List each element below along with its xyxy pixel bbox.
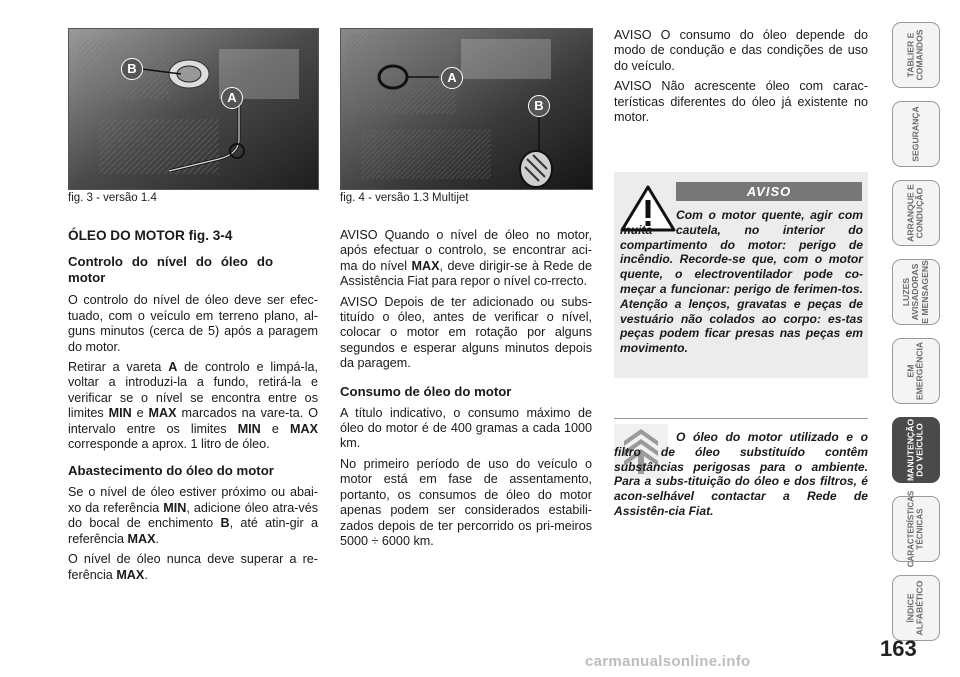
column-1 bbox=[68, 228, 318, 588]
paragraph: A título indicativo, o consumo máximo de óleo do motor é de 400 gramas a cada 1000 km. bbox=[340, 405, 592, 451]
engine-1-3-multijet-illustration bbox=[341, 29, 592, 189]
tab-arranque-e-conducao[interactable] bbox=[892, 180, 940, 246]
watermark: carmanualsonline.info bbox=[585, 653, 751, 670]
tab-label: TABLIER E COMANDOS bbox=[905, 29, 925, 81]
subsection-heading: Abastecimento do óleo do motor bbox=[68, 463, 274, 479]
paragraph: AVISO Quando o nível de óleo no motor, após efectuar o controlo, se encontrar aci-ma do nível MAX, deve dirigir-se à Rede de Assistência Fiat para repor o nível co-rrecto. bbox=[340, 228, 592, 289]
paragraph: No primeiro período de uso do veículo o motor está em fase de assentamento, portanto, os consumos de óleo do motor apenas podem ser considerados estabili-zados depois de ter percorrido os pri-meiros 5000 ÷ 6000 km. bbox=[340, 456, 592, 548]
tab-indice-alfabetico[interactable] bbox=[892, 575, 940, 641]
section-title: ÓLEO DO MOTOR fig. 3-4 bbox=[68, 228, 233, 243]
tab-label: ÍNDICE ALFABÉTICO bbox=[905, 580, 925, 636]
tab-luzes-avisadoras[interactable] bbox=[892, 259, 940, 325]
separator-line bbox=[614, 418, 868, 419]
warning-text: Com o motor quente, agir com muita cautela, no interior do compartimento do motor: perigo de incêndio. Recorde-se que, com o motor quente, o electroventilador pode co-meçar a funcionar: perigo de ferimen-tos. Atenção a lenços, gravatas e peças de vestuário não colados ao corpo: es-tas peças podem ficar presas nas peças em movimento. bbox=[620, 208, 863, 356]
tab-label: ARRANQUE E CONDUÇÃO bbox=[905, 184, 925, 242]
engine-1-4-illustration bbox=[69, 29, 318, 189]
subsection-heading: Controlo do nível do óleo do motor bbox=[68, 254, 273, 286]
figure-4-caption: fig. 4 - versão 1.3 Multijet bbox=[340, 192, 469, 204]
paragraph: AVISO Não acrescente óleo com carac-terísticas diferentes do óleo já existente no motor. bbox=[614, 79, 868, 125]
callout-b-marker: B bbox=[121, 58, 143, 80]
environment-note: O óleo do motor utilizado e o filtro de óleo substituído contêm substâncias perigosas para o ambiente. Para a subs-tituição do óleo e dos filtros, é acon-selhável contactar a Rede de Assistên-cia Fiat. bbox=[614, 430, 868, 518]
tab-seguranca[interactable] bbox=[892, 101, 940, 167]
figure-4-engine-photo bbox=[340, 28, 593, 190]
tab-em-emergencia[interactable] bbox=[892, 338, 940, 404]
tab-label: CARACTERÍSTICAS TÉCNICAS bbox=[906, 490, 925, 568]
callout-a-marker: A bbox=[441, 67, 463, 89]
paragraph: AVISO O consumo do óleo depende do modo de condução e das condições de uso do veículo. bbox=[614, 28, 868, 73]
tab-tablier-e-comandos[interactable] bbox=[892, 22, 940, 88]
callout-b-marker: B bbox=[528, 95, 550, 117]
callout-a-marker: A bbox=[221, 87, 243, 109]
page-number: 163 bbox=[880, 636, 917, 661]
subsection-heading: Consumo de óleo do motor bbox=[340, 383, 512, 399]
paragraph: Retirar a vareta A de controlo e limpá-la, voltar a introduzi-la a fundo, retirá-la e verificar se o nível se encontra entre os limites MIN e MAX marcados na vare-ta. O intervalo entre os limites MIN e MAX corresponde a aprox. 1 litro de óleo. bbox=[68, 360, 318, 452]
figure-3-caption: fig. 3 - versão 1.4 bbox=[68, 192, 157, 204]
tab-label: LUZES AVISADORAS E MENSAGENS bbox=[900, 260, 930, 324]
column-3 bbox=[614, 28, 868, 130]
paragraph: O controlo do nível de óleo deve ser efec-tuado, com o veículo em terreno plano, al-guns minutos (cerca de 5) após a paragem do motor. bbox=[68, 293, 318, 354]
chapter-tabs bbox=[892, 22, 940, 636]
column-2 bbox=[340, 228, 592, 554]
figure-3-engine-photo bbox=[68, 28, 319, 190]
paragraph: Se o nível de óleo estiver próximo ou abai-xo da referência MIN, adicione óleo atra-vés do bocal de enchimento B, até atin-gir a referência MAX. bbox=[68, 485, 318, 546]
tab-label: MANUTENÇÃO DO VEÍCULO bbox=[905, 418, 925, 482]
paragraph: AVISO Depois de ter adicionado ou subs-tituído o óleo, antes de verificar o nível, colocar o motor em rotação por alguns segundos e esperar alguns minutos depois da paragem. bbox=[340, 294, 592, 371]
paragraph: O nível de óleo nunca deve superar a re-ferência MAX. bbox=[68, 552, 318, 582]
warning-box bbox=[614, 172, 868, 378]
tab-caracteristicas-tecnicas[interactable] bbox=[892, 490, 940, 568]
tab-label: EM EMERGÊNCIA bbox=[905, 341, 925, 401]
tab-label: SEGURANÇA bbox=[910, 106, 921, 162]
tab-manutencao-do-veiculo[interactable] bbox=[892, 417, 940, 483]
warning-label: AVISO bbox=[676, 182, 862, 201]
